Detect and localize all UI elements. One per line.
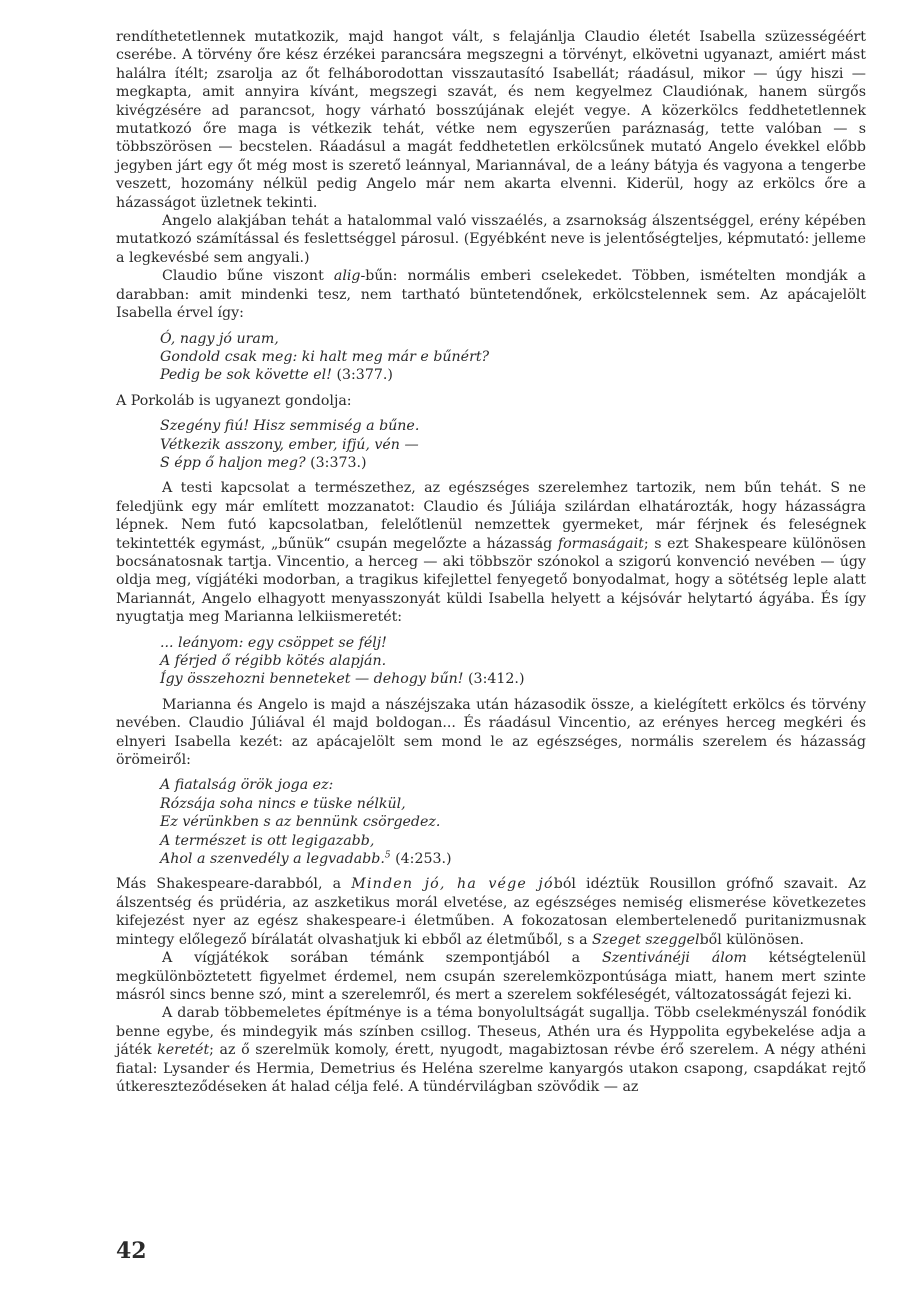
verse-quote-3 [160,634,866,689]
verse-line: Szegény fiú! Hisz semmiség a bűne. [160,418,420,435]
text-run: -bűn: normális emberi cselekedet. Többen, ismételten mondják a darabban: amit mindenki tesz, nem tartható büntetendőnek, erkölcstelennek sem. Az apácajelölt Isabella érvel így: [116,268,866,322]
paragraph-9 [116,1004,866,1096]
work-title: Szentivánéji álom [601,950,747,967]
text-run: kétségtelenül megkülönböztetett figyelmet érdemel, nem csupán szerelemközpontúsága miatt, hanem mert szinte másról sincs benne szó, mint a szerelemről, és mert a szerelem sokféleségét, változatosságát fejezi ki. [116,950,866,1003]
citation-ref: (3:377.) [336,367,393,384]
footnote-marker: 5 [384,850,391,861]
work-title: Szeget szeggel [592,931,700,948]
verse-line: Így összehozni benneteket — dehogy bűn! [160,671,464,688]
verse-line: S épp ő haljon meg? [160,454,306,471]
paragraph-6: Marianna és Angelo is majd a nászéjszaka után házasodik össze, a kielégített erkölcs és törvény nevében. Claudio Júliával él majd boldogan... És ráadásul Vincentio, az erényes herceg megkéri és elnyeri Isabella kezét: az apácajelölt sem mond le az egészséges, normális szerelem és házasság örömeiről: [116,696,866,769]
paragraph-7 [116,875,866,949]
text-run: Más Shakespeare-darabból, a [116,876,352,893]
verse-line: Ahol a szenvedély a legvadabb. [160,851,385,868]
text-run: A vígjátékok sorában témánk szempontjából a [162,950,602,967]
verse-line: Ez vérünkben s az bennünk csörgedez. [160,814,441,831]
page-number: 42 [116,1238,147,1264]
paragraph-2: Angelo alakjában tehát a hatalommal való visszaélés, a zsarnokság álszentséggel, erény képében mutatkozó számítással és feslettséggel párosul. (Egyébként neve is jelentőségteljes, képmutató: jelleme a legkevésbé sem angyali.) [116,213,866,266]
verse-line: Ó, nagy jó uram, [160,330,279,347]
text-run: Claudio bűne viszont [162,268,334,285]
citation-ref: (3:412.) [468,671,525,688]
verse-quote-1 [160,330,866,385]
emphasis: keretét [157,1042,210,1059]
citation-ref: (3:373.) [310,454,367,471]
verse-line: Gondold csak meg: ki halt meg már e bűnért? [160,348,490,365]
verse-line: A férjed ő régibb kötés alapján. [160,653,387,669]
verse-quote-4 [160,776,866,868]
text-run: ből különösen. [699,931,805,948]
text-run: A testi kapcsolat a természethez, az egészséges szerelemhez tartozik, nem bűn tehát. S ne feledjünk egy már említett mozzanatot: Claudio és Júliája szilárdan elhatározták, hogy házasságra lépnek. Nem futó kapcsolatban, felelőtlenül nemzettek gyermeket, már férjnek és feleségnek tekintették egymást, „bűnük“ csupán megelőzte a házasság [116,480,866,552]
text-run: ; az ő szerelmük komoly, érett, nyugodt, magabiztosan révbe érő szerelem. A négy athéni fiatal: Lysander és Hermia, Demetrius és Heléna szerelme kanyargós utakon csapong, csapdákat rejtő útkereszteződéseken át halad célja felé. A tündérvilágban szövődik — az [116,1042,867,1095]
verse-line: ... leányom: egy csöppet se félj! [160,634,387,651]
work-title: Minden jó, ha vége jó [351,876,554,893]
paragraph-8 [116,949,866,1004]
text-run: A darab többemeletes építménye is a téma bonyolultságát sugallja. Több cselekményszál fonódik benne egybe, és mindegyik más színben csillog. Theseus, Athén ura és Hyppolita egybekelése adja a játék [116,1005,866,1059]
emphasis: formaságait [557,535,644,552]
page-text [116,28,866,1096]
paragraph-5 [116,479,866,626]
verse-line: Rózsája soha nincs e tüske nélkül, [160,795,406,812]
verse-line: Vétkezik asszony, ember, ifjú, vén — [160,436,419,453]
verse-line: A fiatalság örök joga ez: [160,777,334,794]
text-run: ból idéztük Rousillon grófnő szavait. Az álszentség és prüdéria, az aszketikus morál elvetése, az egészséges nemiség elismerése következetes kifejezést nyer az egész shakespeare-i életműben. A fokozatosan elembertelenedő puritanizmusnak mintegy előlegező bírálatát olvashatjuk ki ebből az életműből, s a [116,876,867,948]
verse-quote-2 [160,417,866,472]
emphasis: alig [333,268,361,285]
verse-line: A természet is ott legigazabb, [160,832,375,849]
paragraph-4: A Porkoláb is ugyanezt gondolja: [116,392,352,409]
verse-line: Pedig be sok követte el! [160,367,332,384]
citation-ref: (4:253.) [395,851,452,868]
paragraph-3 [116,267,866,322]
paragraph-1: rendíthetetlennek mutatkozik, majd hangot vált, s felajánlja Claudio életét Isabella szüzességéért cserébe. A törvény őre kész érzékei parancsára megszegni a törvényt, elkövetni ugyanazt, amiért mást halálra ítélt; zsarolja az őt felháborodottan visszautasító Isabellát; ráadásul, mikor — úgy hiszi — megkapta, amit annyira kívánt, megszegi szavát, és nem kegyelmez Claudiónak, hanem sürgős kivégzésére ad parancsot, hogy várható bosszújának elejét vegye. A közerkölcs feddhetetlennek mutatkozó őre maga is vétkezik tehát, vétke nem egyszerűen paráznaság, tette valóban — s többszörösen — becstelen. Ráadásul a magát feddhetetlen erkölcsűnek mutató Angelo évekkel előbb jegyben járt egy őt még most is szerető leánnyal, Mariannával, de a leány bátyja és vagyona a tengerbe veszett, hozomány nélkül pedig Angelo már nem akarta elvenni. Kiderül, hogy az erkölcs őre a házasságot üzletnek tekinti. [116,29,866,211]
text-run: ; s ezt Shakespeare különösen bocsánatosnak tartja. Vincentio, a herceg — aki többször szónokol a szigorú konvenció nevében — úgy oldja meg, vígjátéki modorban, a tragikus kifejlettel fenyegető bonyodalmat, hogy a sötétség leple alatt Mariannát, Angelo elhagyott menyasszonyát küldi Isabella helyett a kéjsóvár helytartó ágyába. És így nyugtatja meg Marianna lelkiismeretét: [116,535,866,626]
